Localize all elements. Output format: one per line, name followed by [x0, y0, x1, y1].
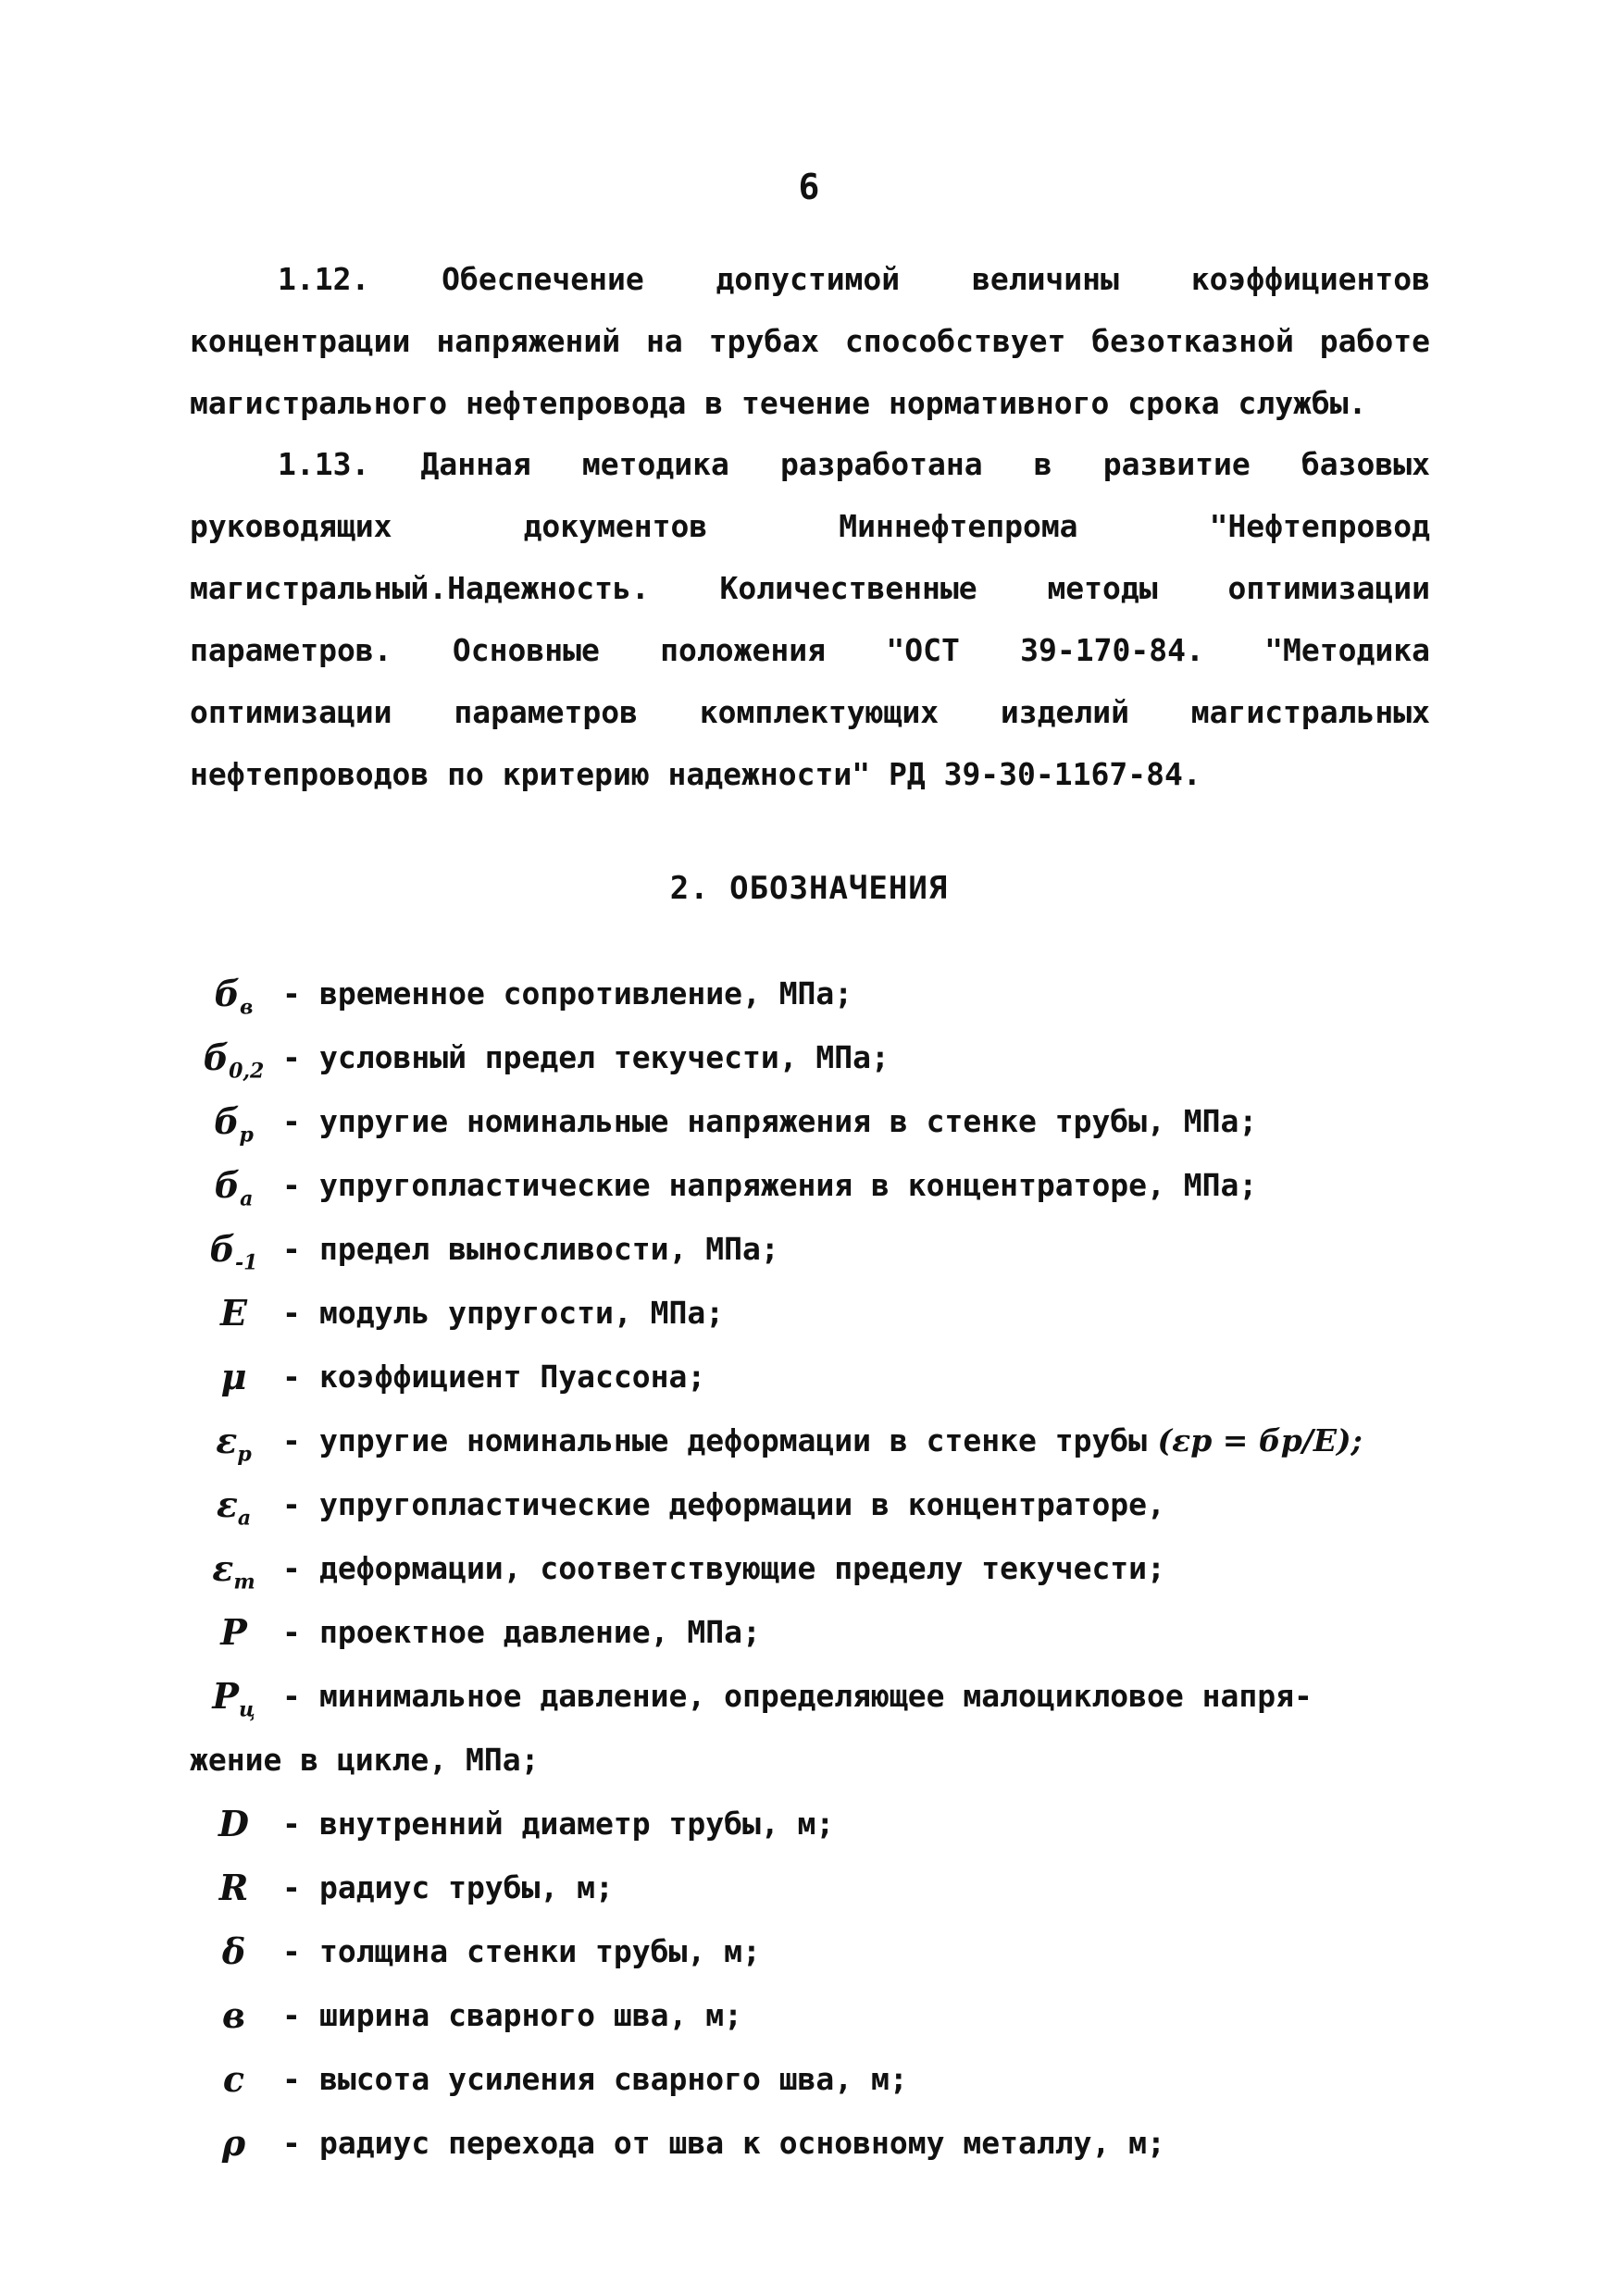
definition-text — [319, 1601, 1430, 1663]
symbol-base: ε — [216, 1483, 238, 1525]
definition-row — [190, 962, 1430, 1026]
symbol-subscript: т — [233, 1570, 255, 1595]
symbol-base: P — [220, 1611, 247, 1653]
definition-symbol — [190, 1793, 278, 1855]
definition-dash: - — [282, 1103, 301, 1139]
definition-dash: - — [282, 2125, 301, 2161]
symbol-base: c — [222, 2058, 245, 2100]
definition-dash: - — [282, 1231, 301, 1267]
symbol-base: б — [214, 973, 240, 1014]
symbol-base: δ — [221, 1930, 246, 1972]
definition-row — [190, 1665, 1430, 1793]
definition-dash: - — [282, 1167, 301, 1203]
definition-dash: - — [282, 2061, 301, 2097]
definition-dash: - — [282, 1869, 301, 1905]
definition-text — [319, 2112, 1430, 2174]
definition-text — [319, 1090, 1430, 1152]
definition-row — [190, 1282, 1430, 1346]
definition-text — [319, 1473, 1430, 1535]
definition-row — [190, 1026, 1430, 1090]
symbol-subscript: ц — [238, 1697, 255, 1722]
definition-description: упругопластические деформации в концентраторе, — [319, 1486, 1165, 1522]
definition-dash: - — [282, 975, 301, 1011]
symbol-base: б — [209, 1228, 235, 1270]
definition-symbol — [190, 1346, 278, 1408]
section-title: 2. ОБОЗНАЧЕНИЯ — [669, 870, 949, 907]
definition-description: условный предел текучести, МПа; — [319, 1039, 890, 1075]
symbol-base: R — [218, 1867, 249, 1908]
definition-row — [190, 1473, 1430, 1537]
symbol-base: б — [214, 1164, 241, 1206]
definition-text — [319, 1409, 1430, 1471]
definition-row — [190, 1537, 1430, 1601]
symbol-base: E — [220, 1292, 247, 1334]
definition-symbol — [190, 1601, 278, 1663]
definition-row — [190, 1154, 1430, 1218]
definition-text — [319, 1218, 1430, 1280]
symbol-base: ρ — [221, 2122, 246, 2164]
symbol-base: б — [203, 1036, 230, 1078]
definition-symbol — [190, 2112, 278, 2174]
symbol-subscript: -1 — [235, 1250, 258, 1275]
definition-symbol — [190, 1920, 278, 1982]
symbol-base: D — [218, 1803, 249, 1844]
definition-description: временное сопротивление, МПа; — [319, 975, 853, 1011]
symbol-subscript: в — [240, 995, 254, 1020]
symbol-base: μ — [220, 1356, 247, 1397]
definition-description: модуль упругости, МПа; — [319, 1295, 725, 1331]
definition-row — [190, 1856, 1430, 1920]
definition-symbol — [190, 1282, 278, 1344]
definition-description: коэффициент Пуассона; — [319, 1359, 706, 1395]
definition-dash: - — [282, 1039, 301, 1075]
definition-text — [319, 2048, 1430, 2110]
definition-continuation: жение в цикле, МПа; — [190, 1742, 540, 1778]
definition-description: толщина стенки трубы, м; — [319, 1933, 761, 1969]
definition-dash: - — [282, 1486, 301, 1522]
definition-text — [319, 1346, 1430, 1408]
definition-description: радиус перехода от шва к основному металлу, м; — [319, 2125, 1165, 2161]
definition-row — [190, 1984, 1430, 2048]
definition-dash: - — [282, 1359, 301, 1395]
definition-dash: - — [282, 1550, 301, 1586]
definition-text — [319, 1282, 1430, 1344]
definition-description: упругие номинальные напряжения в стенке трубы, МПа; — [319, 1103, 1258, 1139]
symbol-base: в — [222, 1994, 245, 2036]
definition-text — [319, 1026, 1430, 1088]
definition-row — [190, 2112, 1430, 2176]
definition-row — [190, 1346, 1430, 1409]
definition-text — [319, 1154, 1430, 1216]
definition-row — [190, 1601, 1430, 1665]
definition-row — [190, 1920, 1430, 1984]
definition-description: радиус трубы, м; — [319, 1869, 614, 1905]
definition-description: упругие номинальные деформации в стенке трубы — [319, 1422, 1148, 1458]
definition-text — [319, 1920, 1430, 1982]
definition-description: деформации, соответствующие пределу текучести; — [319, 1550, 1165, 1586]
definition-description: внутренний диаметр трубы, м; — [319, 1806, 835, 1842]
symbol-base: ε — [212, 1547, 234, 1589]
definition-dash: - — [282, 1806, 301, 1842]
definition-description: минимальное давление, определяющее малоцикловое напря- — [319, 1678, 1313, 1714]
definition-formula: (εp = бp/E); — [1147, 1422, 1363, 1458]
definition-description: высота усиления сварного шва, м; — [319, 2061, 908, 2097]
definition-text — [319, 1537, 1430, 1599]
paragraph-1-13: 1.13. Данная методика разработана в развитие базовых руководящих документов Миннефтепрома "Нефтепровод магистральный.Надежность. Количественные методы оптимизации параметров. Основные положения "ОСТ 39-170-84. "Методика оптимизации параметров комплектующих изделий магистральных нефтепроводов по критерию надежности" РД 39-30-1167-84. — [190, 446, 1430, 792]
definition-row — [190, 2048, 1430, 2112]
definition-row — [190, 1090, 1430, 1154]
definition-text — [319, 1665, 1430, 1727]
definitions-list — [190, 962, 1430, 2176]
symbol-base: б — [214, 1100, 240, 1142]
symbol-base: P — [212, 1675, 239, 1717]
symbol-subscript: a — [237, 1506, 252, 1531]
definition-description: ширина сварного шва, м; — [319, 1997, 742, 2033]
definition-dash: - — [282, 1295, 301, 1331]
definition-dash: - — [282, 1678, 301, 1714]
definition-row — [190, 1409, 1430, 1473]
symbol-subscript: p — [237, 1442, 252, 1467]
definition-description: упругопластические напряжения в концентраторе, МПа; — [319, 1167, 1258, 1203]
symbol-base: ε — [216, 1420, 238, 1461]
definition-description: проектное давление, МПа; — [319, 1614, 761, 1650]
definition-row — [190, 1218, 1430, 1282]
definition-text — [319, 1856, 1430, 1918]
symbol-subscript: 0,2 — [229, 1059, 265, 1084]
definition-text — [319, 1984, 1430, 2046]
definition-dash: - — [282, 1933, 301, 1969]
definition-dash: - — [282, 1614, 301, 1650]
definition-symbol — [190, 1856, 278, 1918]
definition-text — [319, 1793, 1430, 1855]
definition-symbol — [190, 1984, 278, 2046]
symbol-subscript: a — [240, 1186, 254, 1211]
definition-row — [190, 1793, 1430, 1856]
definition-dash: - — [282, 1997, 301, 2033]
definition-description: предел выносливости, МПа; — [319, 1231, 779, 1267]
paragraph-1-12: 1.12. Обеспечение допустимой величины коэффициентов концентрации напряжений на трубах способствует безотказной работе магистрального нефтепровода в течение нормативного срока службы. — [190, 261, 1430, 421]
page-number: 6 — [798, 167, 820, 207]
definition-symbol — [190, 2048, 278, 2110]
definition-text — [319, 962, 1430, 1024]
definition-dash: - — [282, 1422, 301, 1458]
symbol-subscript: p — [239, 1123, 254, 1148]
